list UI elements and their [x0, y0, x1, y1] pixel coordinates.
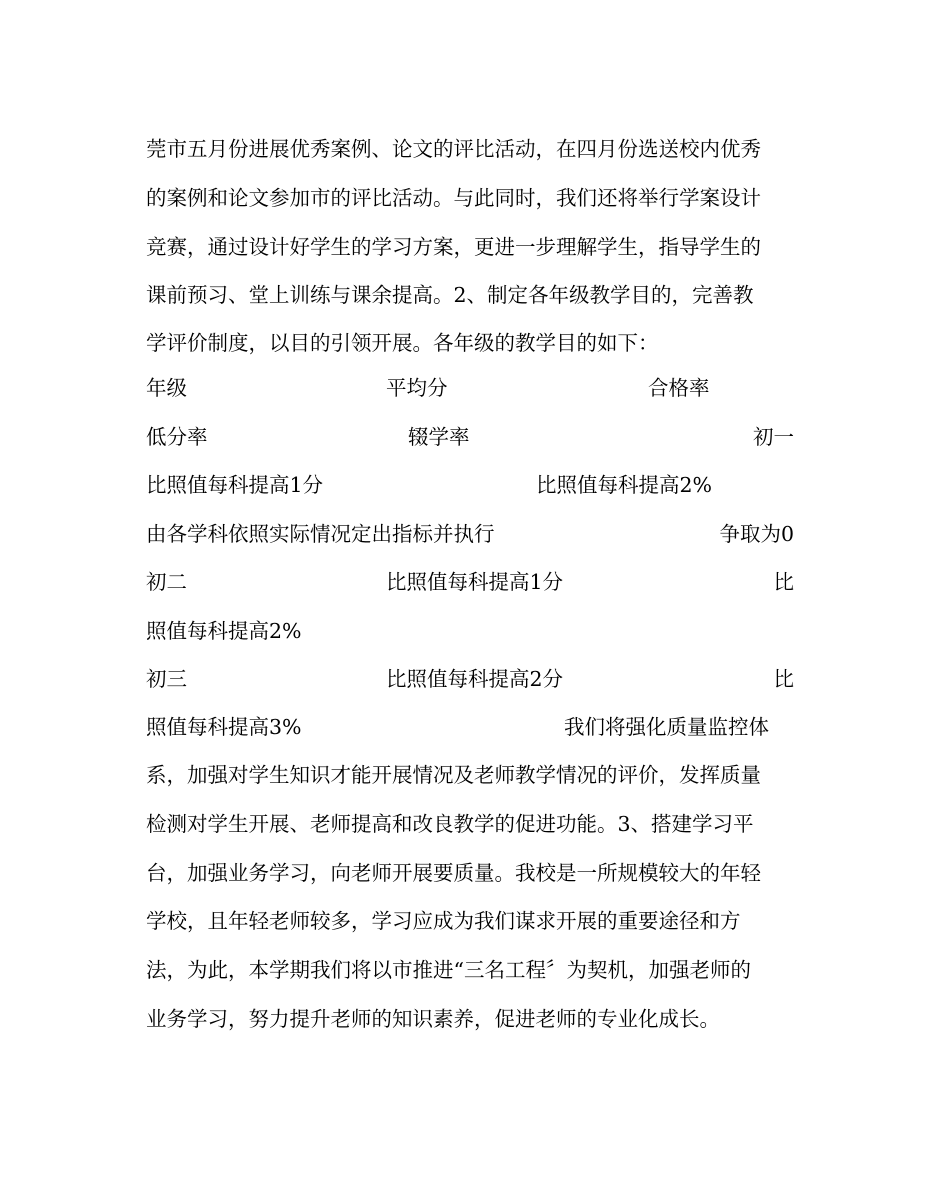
row-average: 比照值每科提高1分	[386, 570, 564, 594]
header-low-rate: 低分率	[146, 425, 208, 449]
row-pass-rate: 照值每科提高3%	[146, 715, 302, 739]
table-row	[146, 516, 806, 552]
table-row	[146, 564, 806, 600]
paragraph-line: 系，加强对学生知识才能开展情况及老师教学情况的评价，发挥质量	[146, 763, 761, 787]
row-grade: 初二	[146, 570, 187, 594]
paragraph-line: 学评价制度，以目的引领开展。各年级的教学目的如下：	[146, 331, 659, 355]
table-row	[146, 661, 806, 697]
table-header-line	[146, 370, 806, 406]
paragraph-line: 的案例和论文参加市的评比活动。与此同时，我们还将举行学案设计	[146, 186, 761, 210]
paragraph-line: 业务学习，努力提升老师的知识素养，促进老师的专业化成长。	[146, 1007, 720, 1031]
row-grade: 初一	[753, 425, 794, 449]
table-row	[146, 709, 806, 745]
row-pass-rate: 比	[773, 667, 794, 691]
paragraph-line: 法，为此，本学期我们将以市推进“三名工程〞为契机，加强老师的	[146, 958, 751, 982]
table-row	[146, 613, 806, 649]
row-dropout: 争取为0	[719, 522, 794, 546]
row-pass-rate: 比	[773, 570, 794, 594]
paragraph-line: 检测对学生开展、老师提高和改良教学的促进功能。3、搭建学习平	[146, 812, 754, 836]
paragraph-line: 竞赛，通过设计好学生的学习方案，更进一步理解学生，指导学生的	[146, 235, 761, 259]
row-average: 比照值每科提高1分	[146, 473, 324, 497]
row-pass-rate: 照值每科提高2%	[146, 619, 302, 643]
paragraph-start: 我们将强化质量监控体	[564, 715, 769, 739]
table-header-line	[146, 419, 806, 455]
header-grade: 年级	[146, 376, 187, 400]
table-row	[146, 467, 806, 503]
row-pass-rate: 比照值每科提高2%	[536, 473, 713, 497]
paragraph-line: 课前预习、堂上训练与课余提高。2、制定各年级教学目的，完善教	[146, 283, 754, 307]
paragraph-line: 台，加强业务学习，向老师开展要质量。我校是一所规模较大的年轻	[146, 861, 761, 885]
row-average: 比照值每科提高2分	[386, 667, 564, 691]
header-average: 平均分	[386, 376, 448, 400]
header-dropout: 辍学率	[408, 425, 470, 449]
paragraph-line: 学校，且年轻老师较多，学习应成为我们谋求开展的重要途径和方	[146, 909, 741, 933]
row-low-rate: 由各学科依照实际情况定出指标并执行	[146, 522, 495, 546]
paragraph-line: 莞市五月份进展优秀案例、论文的评比活动，在四月份选送校内优秀	[146, 137, 761, 161]
row-grade: 初三	[146, 667, 187, 691]
header-pass-rate: 合格率	[648, 376, 710, 400]
